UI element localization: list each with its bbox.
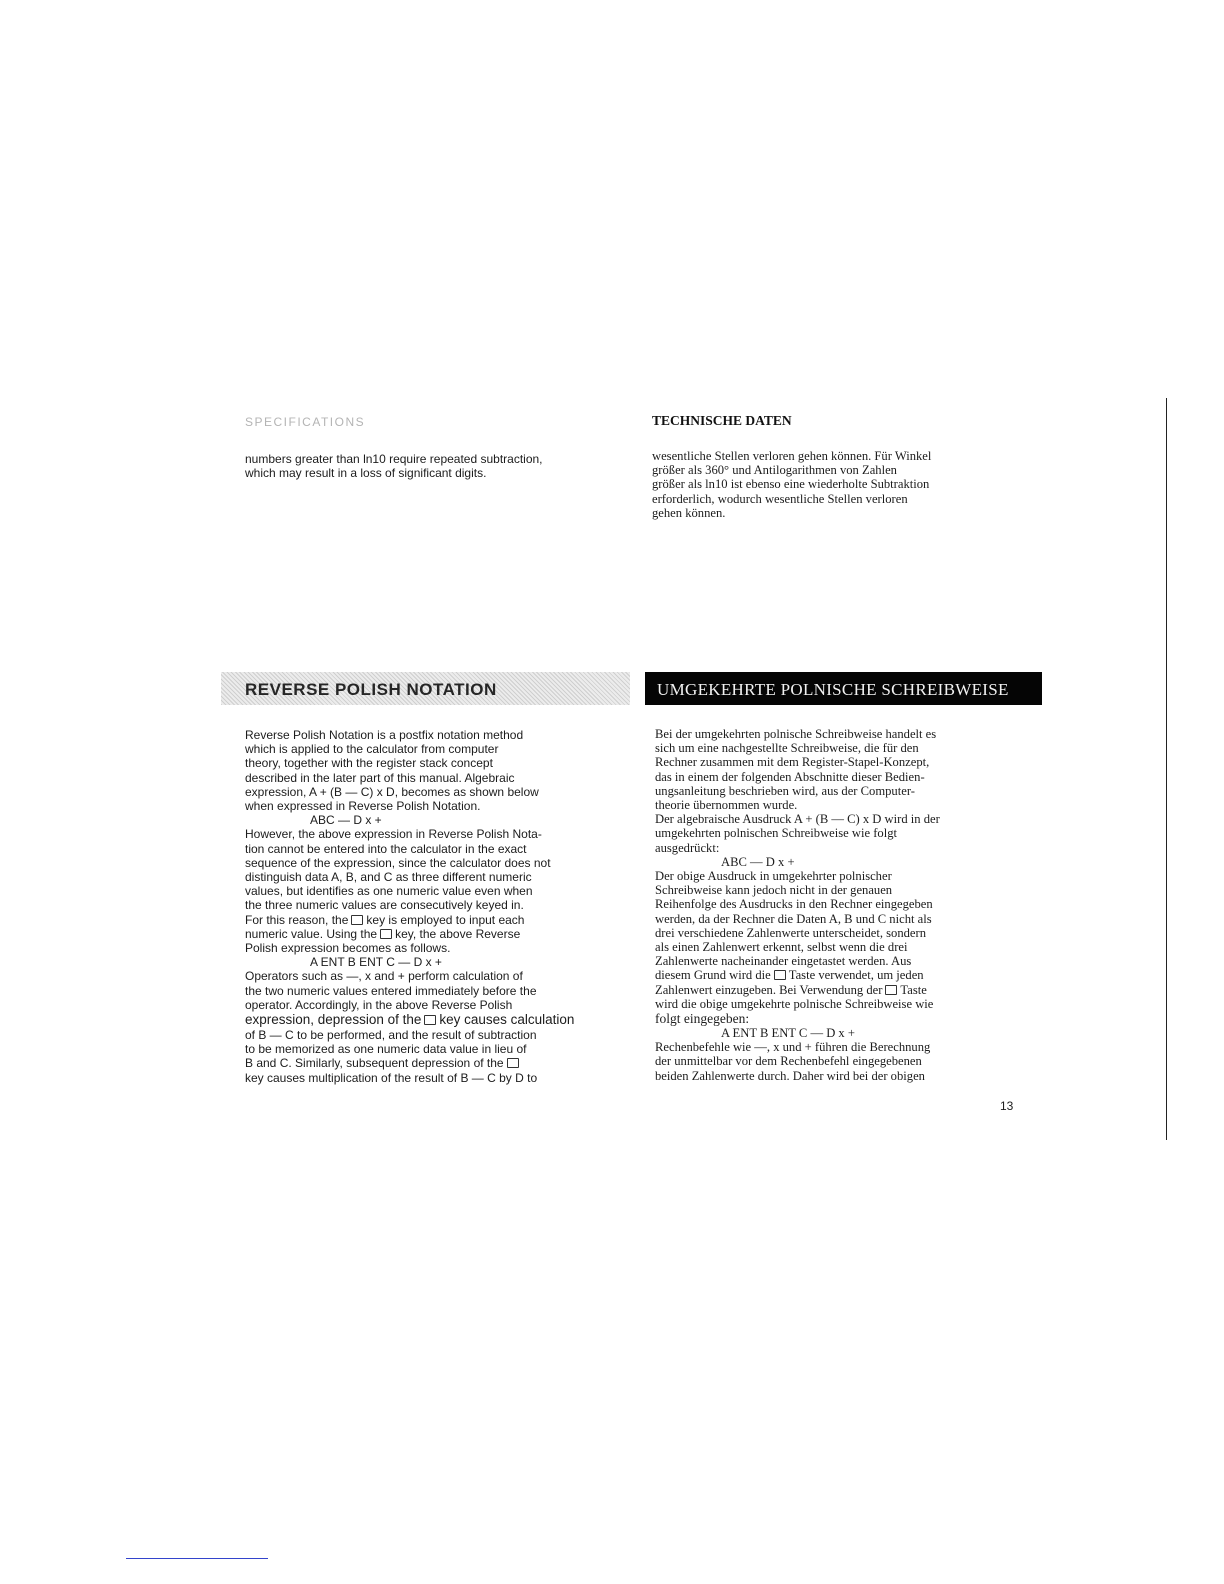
text-span: key is employed to input each	[366, 912, 525, 927]
text-line: the three numeric values are consecutively keyed in.	[245, 898, 524, 913]
text-line: Schreibweise kann jedoch nicht in der genauen	[655, 883, 893, 898]
text-line: of B — C to be performed, and the result of subtraction	[245, 1028, 537, 1043]
text-line: sich um eine nachgestellte Schreibweise, die für den	[655, 741, 919, 756]
text-span: Zahlenwert einzugeben. Bei Verwendung der	[655, 982, 883, 997]
text-line: als einen Zahlenwert erkennt, selbst wenn die drei	[655, 940, 908, 955]
text-line: Der algebraische Ausdruck A + (B — C) x D wird in der	[655, 812, 940, 827]
text-line: größer als 360° und Antilogarithmen von Zahlen	[652, 463, 897, 478]
body-de	[655, 727, 1025, 1083]
text-line: Reverse Polish Notation is a postfix notation method	[245, 728, 524, 742]
text-span: For this reason, the	[245, 912, 349, 927]
text-line: to be memorized as one numeric data value in lieu of	[245, 1042, 527, 1057]
page-header-de: TECHNISCHE DATEN	[652, 413, 792, 428]
page-number: 13	[1000, 1099, 1014, 1113]
text-line: wesentliche Stellen verloren gehen können. Für Winkel	[652, 449, 932, 463]
section-banner-en	[221, 672, 630, 705]
text-line: Operators such as —, x and + perform calculation of	[245, 969, 523, 984]
ent-key-icon	[774, 970, 786, 980]
text-line: ungsanleitung beschrieben wird, aus der Computer-	[655, 783, 915, 798]
section-banner-de	[645, 672, 1042, 705]
ent-key-icon	[380, 929, 392, 939]
text-line: das in einem der folgenden Abschnitte dieser Bedien-	[655, 769, 925, 784]
text-line: the two numeric values entered immediately before the	[245, 983, 537, 998]
text-line	[245, 1056, 630, 1070]
text-line: größer als ln10 ist ebenso eine wiederholte Subtraktion	[652, 477, 930, 492]
text-line: ausgedrückt:	[655, 840, 720, 855]
text-line: expression, A + (B — C) x D, becomes as shown below	[245, 784, 539, 799]
text-span: numeric value. Using the	[245, 926, 378, 941]
text-line: operator. Accordingly, in the above Reverse Polish	[245, 997, 513, 1012]
footer-rule	[126, 1558, 268, 1559]
text-line: Rechenbefehle wie —, x und + führen die Berechnung	[655, 1040, 931, 1055]
text-span: B and C. Similarly, subsequent depression of the	[245, 1056, 504, 1071]
text-span: key causes calculation	[439, 1012, 575, 1028]
text-line: Zahlenwerte nacheinander eingetastet werden. Aus	[655, 954, 912, 969]
text-line	[245, 1012, 630, 1028]
text-line: beiden Zahlenwerte durch. Daher wird bei der obigen	[655, 1068, 925, 1083]
ent-key-icon	[351, 915, 363, 925]
text-span: Taste verwendet, um jeden	[788, 968, 924, 983]
text-line: umgekehrten polnischen Schreibweise wie folgt	[655, 826, 898, 841]
text-line	[655, 983, 1025, 997]
section-title-en: REVERSE POLISH NOTATION	[245, 680, 497, 699]
text-line: which is applied to the calculator from computer	[245, 742, 499, 757]
text-line: key causes multiplication of the result of B — C by D to	[245, 1070, 538, 1085]
formula-line: ABC — D x +	[310, 813, 382, 828]
text-line: Rechner zusammen mit dem Register-Stapel-Konzept,	[655, 755, 930, 770]
text-line: Reihenfolge des Ausdrucks in den Rechner eingegeben	[655, 897, 933, 912]
text-line	[245, 913, 630, 927]
text-line: when expressed in Reverse Polish Notation.	[245, 799, 481, 814]
ent-key-icon	[885, 985, 897, 995]
text-line: Der obige Ausdruck in umgekehrter polnischer	[655, 869, 892, 884]
text-line: theorie übernommen wurde.	[655, 798, 798, 813]
text-line: drei verschiedene Zahlenwerte unterscheidet, sondern	[655, 925, 926, 940]
text-line: However, the above expression in Reverse Polish Nota-	[245, 827, 542, 842]
text-line: werden, da der Rechner die Daten A, B und C nicht als	[655, 911, 932, 926]
text-span: key, the above Reverse	[395, 926, 521, 941]
text-line: tion cannot be entered into the calculator in the exact	[245, 841, 527, 856]
page-edge-line	[1166, 398, 1167, 1140]
text-line: Bei der umgekehrten polnische Schreibweise handelt es	[655, 727, 937, 741]
minus-key-icon	[424, 1015, 436, 1025]
text-line: values, but identifies as one numeric value even when	[245, 884, 533, 899]
intro-paragraph-en	[245, 452, 625, 480]
text-line: theory, together with the register stack concept	[245, 756, 493, 771]
text-line: which may result in a loss of significant digits.	[245, 466, 487, 481]
text-line: der unmittelbar vor dem Rechenbefehl eingegebenen	[655, 1054, 922, 1069]
text-line: wird die obige umgekehrte polnische Schreibweise wie	[655, 996, 934, 1011]
text-line: numbers greater than ln10 require repeated subtraction,	[245, 452, 543, 466]
body-en	[245, 728, 630, 1085]
formula-line: ABC — D x +	[721, 854, 795, 869]
text-line	[245, 927, 630, 941]
intro-paragraph-de	[652, 449, 1022, 520]
text-line: described in the later part of this manual. Algebraic	[245, 770, 515, 785]
page-header-en: SPECIFICATIONS	[245, 415, 366, 429]
multiply-key-icon	[507, 1058, 519, 1068]
text-line: Polish expression becomes as follows.	[245, 941, 451, 956]
text-line	[655, 968, 1025, 982]
text-line: folgt eingegeben:	[655, 1011, 750, 1027]
text-span: expression, depression of the	[245, 1012, 422, 1028]
text-span: diesem Grund wird die	[655, 968, 771, 983]
formula-line: A ENT B ENT C — D x +	[310, 955, 442, 970]
text-line: sequence of the expression, since the calculator does not	[245, 855, 551, 870]
text-line: distinguish data A, B, and C as three different numeric	[245, 870, 532, 885]
section-title-de: UMGEKEHRTE POLNISCHE SCHREIBWEISE	[657, 680, 1009, 699]
text-line: gehen können.	[652, 505, 726, 520]
text-line: erforderlich, wodurch wesentliche Stellen verloren	[652, 491, 908, 506]
text-span: Taste	[900, 982, 927, 997]
formula-line: A ENT B ENT C — D x +	[721, 1026, 855, 1041]
